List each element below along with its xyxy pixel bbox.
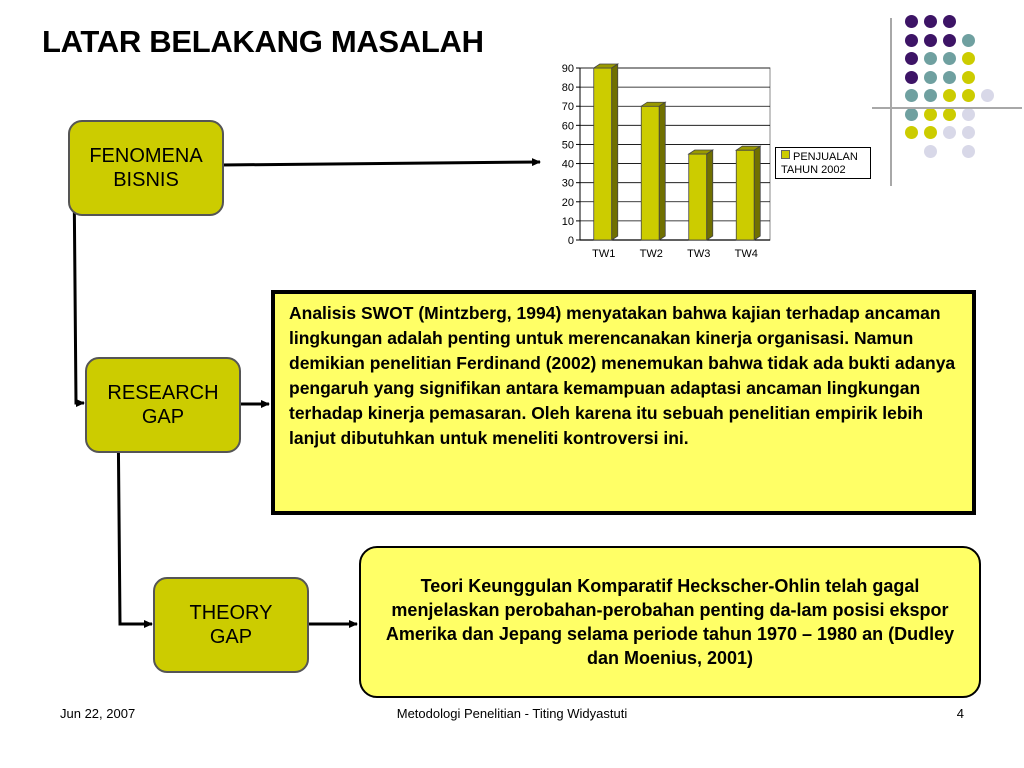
footer-title: Metodologi Penelitian - Titing Widyastuti (396, 706, 628, 721)
y-tick-label: 50 (561, 139, 574, 152)
y-tick-label: 10 (561, 215, 574, 228)
x-tick-label: TW4 (734, 248, 758, 260)
slide-title: LATAR BELAKANG MASALAH (42, 24, 484, 59)
x-tick-label: TW3 (687, 248, 711, 260)
bar (641, 106, 659, 240)
bar (736, 150, 754, 240)
y-tick-label: 40 (561, 158, 574, 171)
swot-text-box: Analisis SWOT (Mintzberg, 1994) menyatakan bahwa kajian terhadap ancaman lingkungan adalah penting untuk merencanakan kinerja organisasi. Namun demikian penelitian Ferdinand (2002) menemukan bahwa tidak ada bukti adanya pengaruh yang signifikan antara kemampuan adaptasi ancaman lingkungan terhadap kinerja pemasaran. Oleh karena itu sebuah penelitian empirik lebih lanjut dibutuhkan untuk meneliti kontroversi ini. (271, 290, 976, 515)
bar-side (707, 150, 713, 240)
footer-page-number: 4 (956, 706, 964, 721)
footer-date: Jun 22, 2007 (60, 706, 136, 721)
theory-gap-box: THEORY GAP (153, 577, 309, 673)
y-tick-label: 90 (561, 63, 574, 75)
y-tick-label: 80 (561, 82, 574, 95)
bar (594, 68, 612, 240)
legend-label: PENJUALAN TAHUN 2002 (781, 151, 858, 176)
bar-side (659, 102, 665, 240)
bar-side (612, 64, 618, 240)
research-gap-box: RESEARCH GAP (85, 357, 241, 453)
y-tick-label: 30 (561, 177, 574, 190)
y-tick-label: 0 (567, 235, 574, 247)
chart-legend (775, 147, 871, 179)
bar-side (754, 146, 760, 240)
y-tick-label: 60 (561, 120, 574, 133)
x-tick-label: TW1 (592, 248, 616, 260)
fenomena-bisnis-box: FENOMENA BISNIS (68, 120, 224, 216)
x-tick-label: TW2 (639, 248, 663, 260)
legend-swatch (781, 150, 790, 159)
arrow-fenomena-to-chart (221, 162, 540, 165)
teori-text-box: Teori Keunggulan Komparatif Heckscher-Ohlin telah gagal menjelaskan perobahan-perobahan penting da-lam posisi ekspor Amerika dan Jepang selama periode tahun 1970 – 1980 an (Dudley dan Moenius, 2001) (359, 546, 981, 698)
y-tick-label: 20 (561, 196, 574, 209)
y-tick-label: 70 (561, 101, 574, 114)
bar (689, 154, 707, 240)
